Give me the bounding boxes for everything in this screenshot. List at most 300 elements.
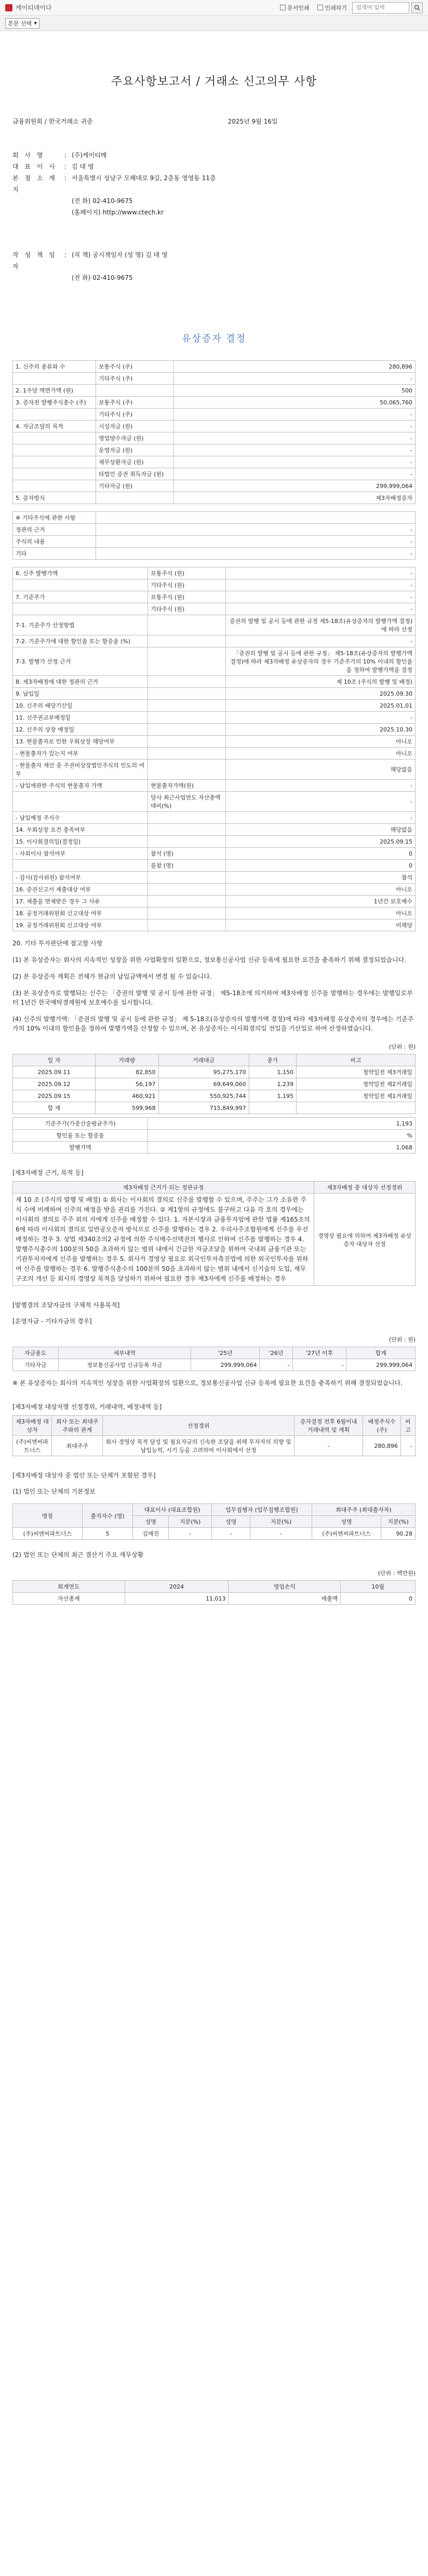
row-label: 6. 신주 발행가액: [13, 567, 148, 579]
history-caption: [발행결의 조달자금의 구체적 사용목적]: [12, 1301, 120, 1309]
table-row: [13, 579, 416, 591]
row-key: [148, 907, 226, 919]
row-key: [96, 492, 174, 504]
table-cell: 회사 경영상 목적 달성 및 필요자금의 신속한 조달을 위해 투자자의 의향 및 납입능력, 시기 등을 고려하여 이사회에서 선정: [103, 1436, 294, 1456]
table-row: [13, 792, 416, 812]
row-value: -: [96, 548, 416, 560]
table-cell: 매출액: [229, 1593, 341, 1605]
note-paragraph: (2) 본 유상증자 계획은 전체가 현금의 납입금액에서 변경 될 수 있습니다.: [12, 973, 212, 980]
table-cell: 1,068: [148, 1142, 416, 1154]
table-cell: 합 계: [13, 1102, 96, 1114]
row-label: 7-1. 기준주가 산정방법: [13, 615, 148, 635]
row-key: 보통주식 (원): [148, 591, 226, 603]
row-key: 기타: [13, 548, 96, 560]
row-value: 0: [226, 848, 416, 860]
row-key: 기타주식 (원): [148, 579, 226, 591]
table-row: [13, 907, 416, 919]
row-key: [148, 919, 226, 931]
table-cell: (주)씨엔씨파트너스: [312, 1528, 381, 1540]
row-label: [13, 373, 96, 385]
table-row: [13, 724, 416, 736]
table-cell: 299,999,064: [346, 1359, 416, 1371]
column-header: 10월: [341, 1581, 416, 1593]
table-cell: [249, 1102, 296, 1114]
table-cell: 299,999,064: [191, 1359, 260, 1371]
row-label: [13, 409, 96, 421]
row-key: 보통주식 (주): [96, 397, 174, 409]
notes: [12, 955, 416, 1033]
ceo-label: 대 표 이 사: [12, 163, 57, 170]
table-cell: 95,275,170: [158, 1066, 249, 1078]
column-header: 자금용도: [13, 1347, 59, 1359]
table-cell: 김예진: [133, 1528, 169, 1540]
row-key: 기타주식 (주): [96, 409, 174, 421]
column-header: 2024: [125, 1581, 229, 1593]
note-paragraph: (3) 본 유상증자로 발행되는 신주는 「증권의 발행 및 공시 등에 관한 규정」 제5-18조에 의거하여 제3자배정 신주를 발행하는 경우에는 발행일로부터 1년간 한국예탁결제원에 보호예수를 실시합니다.: [12, 989, 413, 1006]
row-value: 2025.09.15: [226, 836, 416, 848]
row-value: 증권의 발행 및 공시 등에 관한 규정 제5-18조(유상증자의 발행가액 결정)에 따라 산정: [226, 615, 416, 635]
table-cell: 1,239: [249, 1078, 296, 1090]
row-value: -: [226, 812, 416, 824]
table-row: [13, 373, 416, 385]
table-cell: 69,649,060: [158, 1078, 249, 1090]
row-key: [96, 385, 174, 397]
table-cell: 2025.09.12: [13, 1078, 96, 1090]
print-label: 문서인쇄: [287, 4, 310, 11]
column-header: 비고: [400, 1416, 415, 1436]
row-key: [148, 688, 226, 700]
document-select-bar: [0, 16, 428, 31]
table-cell: -: [294, 1436, 363, 1456]
row-key: [148, 724, 226, 736]
table-cell: 0: [341, 1593, 416, 1605]
table-cell: -: [212, 1528, 250, 1540]
company-value: (주)케이티메: [72, 152, 107, 159]
row-key: [148, 712, 226, 724]
table-row: [13, 712, 416, 724]
row-key: 기타주식 (주): [96, 373, 174, 385]
basis-text: 제 10 조 (주식의 발행 및 배정) ① 회사는 이사회의 결의로 신주를 발행할 수 있으며, 주주는 그가 소유한 주식 수에 비례하여 신주의 배정을 받을 권리를 가진다. ② 제1항의 규정에도 불구하고 다음 각 호의 경우에는 이사회의 결의로 주주 외의 자에게 신주를 배정할 수 있다. 1. 자본시장과 금융투자업에 관한 법률 제165조의6에 따라 이사회의 결의로 일반공모증자 방식으로 신주를 발행하는 경우 2. 우리사주조합원에게 신주를 우선배정하는 경우 3. 상법 제340조의2 규정에 의한 주식매수선택권의 행사로 인하여 신주를 발행하는 경우 4. 발행주식총수의 100분의 50을 초과하지 않는 범위 내에서 긴급한 자금조달을 위하여 국내외 금융기관 또는 기관투자자에게 신주를 발행하는 경우 5. 회사가 경영상 필요로 외국인투자촉진법에 의한 외국인투자를 위하여 신주를 발행하는 경우 6. 발행주식총수의 100분의 50을 초과하지 않는 범위 내에서 신기술의 도입, 재무구조의 개선 등 회사의 경영상 목적을 달성하기 위하여 필요한 경우 제3자에게 신주를 배정하는 경우: [13, 1194, 314, 1286]
row-key: [148, 812, 226, 824]
fin-table: [12, 1580, 416, 1605]
row-value: -: [174, 468, 416, 480]
column-header: 비고: [296, 1054, 415, 1066]
table-row: [13, 1118, 416, 1130]
row-label: 12. 신주의 상장 예정일: [13, 724, 148, 736]
row-value: 1년간 보호예수: [226, 896, 416, 907]
row-value: 299,999,064: [174, 480, 416, 492]
column-subheader: 성명: [312, 1516, 381, 1528]
table-row: [13, 361, 416, 373]
table-row: [13, 812, 416, 824]
addressee-line: [12, 117, 416, 126]
writer-info: 작 성 책 임 자 : (직 책) 공시책임자 (성 명) 김 대 영 (전 화) 02-410-9675: [12, 249, 416, 283]
row-value: 제3자배정증자: [174, 492, 416, 504]
table-row: [13, 385, 416, 397]
row-label: - 감사(감사위원) 참석여부: [13, 872, 148, 884]
row-label: - 현물출자가 있는지 여부: [13, 748, 148, 760]
row-value: -: [174, 456, 416, 468]
table-row: [13, 1436, 416, 1456]
column-header: 회사 또는 최대주주와의 관계: [52, 1416, 103, 1436]
table-row: [13, 1078, 416, 1090]
save-label: 인쇄하기: [325, 4, 347, 11]
table-row: [13, 524, 416, 536]
row-label: 9. 납입일: [13, 688, 148, 700]
top-actions: [277, 2, 423, 13]
row-value: 280,896: [174, 361, 416, 373]
row-key: 보통주식 (원): [148, 567, 226, 579]
save-icon: [317, 5, 323, 10]
row-value: 2025.09.30: [226, 688, 416, 700]
table-row: [13, 760, 416, 780]
document-select[interactable]: [5, 18, 39, 29]
page-title: 주요사항보고서 / 거래소 신고의무 사항: [111, 75, 317, 88]
table-row: [13, 736, 416, 748]
row-value: -: [96, 536, 416, 548]
holder-caption: [제3자배정 대상자 중 법인 또는 단체가 포함된 경우]: [12, 1472, 156, 1479]
table-row: [13, 536, 416, 548]
column-header: 제3자배정 대상자: [13, 1416, 52, 1436]
table-cell: -: [260, 1359, 292, 1371]
column-subheader: 성명: [133, 1516, 169, 1528]
table-row: [13, 397, 416, 409]
save-button[interactable]: [314, 3, 350, 13]
table-row: [13, 1090, 416, 1102]
row-label: 13. 현물출자로 인한 우회상장 해당여부: [13, 736, 148, 748]
row-label: 17. 제출을 면제받은 경우 그 사유: [13, 896, 148, 907]
table-row: [13, 603, 416, 615]
print-icon: [280, 5, 286, 10]
table-cell: 1,195: [249, 1090, 296, 1102]
row-value: 해당없음: [226, 824, 416, 836]
table-row: [13, 836, 416, 848]
row-label: 3. 증자전 발행주식총수 (주): [13, 397, 96, 409]
row-label: - 사외이사 참석여부: [13, 848, 148, 860]
table-row: [13, 860, 416, 872]
column-header: 거래대금: [158, 1054, 249, 1066]
column-subheader: 성명: [212, 1516, 250, 1528]
table-row: [13, 409, 416, 421]
other-stock-table: [12, 511, 416, 560]
column-header: 대표이사 (대표조합원): [133, 1504, 212, 1516]
search-input[interactable]: [352, 2, 409, 13]
table-row: [13, 548, 416, 560]
holder-sub: (1) 법인 또는 단체의 기본정보: [12, 1488, 96, 1495]
row-value: 참석: [226, 872, 416, 884]
row-label: 7-2. 기준주가에 대한 할인율 또는 할증율 (%): [13, 635, 148, 647]
row-label: [13, 432, 96, 444]
row-label: 10. 신주의 배당기산일: [13, 700, 148, 712]
column-subheader: 지분(%): [250, 1516, 312, 1528]
price-extra-table: [12, 1117, 416, 1154]
table-cell: 기타자금: [13, 1359, 59, 1371]
row-value: [96, 512, 416, 524]
table-row: [13, 1359, 416, 1371]
row-label: [13, 792, 148, 812]
column-subheader: 지분(%): [169, 1516, 212, 1528]
tel2: (전 화) 02-410-9675: [72, 274, 133, 281]
column-header: '25년: [191, 1347, 260, 1359]
table-row: [13, 1142, 416, 1154]
fin-sub: (2) 법인 또는 단체의 최근 결산기 주요 재무상황: [12, 1551, 144, 1558]
table-row: [13, 748, 416, 760]
row-value: 아니오: [226, 736, 416, 748]
row-label: 7-3. 발행가 산정 근거: [13, 647, 148, 676]
basis-table: [12, 1181, 416, 1286]
row-value: -: [226, 591, 416, 603]
table-cell: 1,150: [249, 1066, 296, 1078]
target-caption: [제3자배정 대상자별 선정경위, 거래내역, 배정내역 등]: [12, 1403, 162, 1411]
table-row: [13, 567, 416, 579]
history-unit: (단위 : 원): [389, 1336, 416, 1343]
company-label: 회 사 명: [12, 152, 45, 159]
row-value: 제 10조 (주식의 발행 및 배정): [226, 676, 416, 688]
column-header: 합계: [346, 1347, 416, 1359]
table-row: [13, 700, 416, 712]
addressee: 금융위원회 / 한국거래소 귀중: [12, 118, 93, 125]
table-cell: 자산총계: [13, 1593, 125, 1605]
row-key: [148, 647, 226, 676]
row-label: [13, 444, 96, 456]
history-table: [12, 1347, 416, 1371]
column-header: 최대주주 (최대출자자): [312, 1504, 415, 1516]
address-label: 본 점 소 재 지: [12, 174, 57, 193]
row-value: -: [96, 524, 416, 536]
row-key: [148, 896, 226, 907]
row-label: 4. 자금조달의 목적: [13, 421, 96, 432]
writer-value: (직 책) 공시책임자 (성 명) 김 대 영: [72, 251, 168, 259]
price-unit: (단위 : 원): [389, 1043, 416, 1050]
row-key: 기타자금 (원): [96, 480, 174, 492]
row-key: 정관의 근거: [13, 524, 96, 536]
table-row: [13, 647, 416, 676]
table-row: [13, 919, 416, 931]
table-cell: 715,849,997: [158, 1102, 249, 1114]
search-icon: [414, 5, 420, 11]
note-20: 20. 기타 투자판단에 참고할 사항: [12, 940, 103, 947]
row-value: -: [226, 603, 416, 615]
address-value: 서울특별시 성남구 모해대로 9길, 2층동 영영동 11층: [72, 174, 216, 182]
column-header: 회계연도: [13, 1581, 125, 1593]
column-header: 일 자: [13, 1054, 96, 1066]
report-date: 2025년 9월 16일: [228, 118, 278, 125]
row-label: [13, 480, 96, 492]
dart-logo-icon: [5, 4, 12, 11]
table-row: [13, 512, 416, 524]
row-value: 50,065,760: [174, 397, 416, 409]
row-value: 아니오: [226, 907, 416, 919]
row-key: [148, 872, 226, 884]
table-row: [13, 456, 416, 468]
table-row: [13, 688, 416, 700]
document-select-value: 본문 선택: [8, 20, 32, 27]
ceo-value: 김 대 영: [72, 163, 94, 170]
history-sub: [운영자금 - 기타자금의 경우]: [12, 1318, 92, 1325]
row-key: 기타주식 (원): [148, 603, 226, 615]
row-label: 8. 제3자배정에 대한 정관의 근거: [13, 676, 148, 688]
column-header: 거래량: [96, 1054, 158, 1066]
row-key: [148, 760, 226, 780]
table-row: [13, 824, 416, 836]
search-button[interactable]: [411, 2, 423, 13]
row-value: -: [226, 579, 416, 591]
table-row: [13, 1102, 416, 1114]
table-cell: 청약일전 제3거래일: [296, 1066, 415, 1078]
row-value: 0: [226, 860, 416, 872]
row-label: [13, 468, 96, 480]
row-key: ※ 기타주식에 관한 사항: [13, 512, 96, 524]
note-paragraph: (4) 신주의 발행가액: 「증권의 발행 및 공시 등에 관한 규정」 제 5-18조(유상증자의 발행가액 결정)에 따라 제3자배정 유상증자의 경우에는 기준주가의 10% 이내의 할인율을 정하여 발행가액을 산정할 수 있으며, 본 유상증자는 이사회결의일 전일을 기산일로 하여 산정하였습니다.: [12, 1015, 414, 1032]
row-value: 2025.01.01: [226, 700, 416, 712]
table-row: [13, 848, 416, 860]
row-value: -: [174, 373, 416, 385]
main-table: [12, 360, 416, 504]
row-value: -: [226, 635, 416, 647]
row-label: - 납입에관한 주식의 현물출자 가액: [13, 780, 148, 792]
table-cell: 기준주가(가중산술평균주가): [13, 1118, 148, 1130]
row-label: 5. 증자방식: [13, 492, 96, 504]
table-cell: 90.28: [381, 1528, 416, 1540]
row-value: -: [226, 780, 416, 792]
print-button[interactable]: [277, 3, 313, 13]
row-label: 2. 1주당 액면가액 (원): [13, 385, 96, 397]
basis-caption: [제3자배정 근거, 목적 등]: [12, 1169, 84, 1176]
table-cell: 할인율 또는 할증율: [13, 1130, 148, 1142]
target-table: [12, 1415, 416, 1456]
price-table: [12, 1054, 416, 1114]
row-label: 1. 신주의 종류와 수: [13, 361, 96, 373]
table-row: [13, 432, 416, 444]
row-value: 아니오: [226, 748, 416, 760]
top-navigation-bar: [0, 0, 428, 16]
row-label: [13, 579, 148, 591]
row-label: 19. 공정거래위원회 신고대상 여부: [13, 919, 148, 931]
basis-right: 경영상 필요에 의하여 제3자배정 유상증자 대상자 선정: [314, 1194, 416, 1286]
row-key: 타법인 증권 취득자금 (원): [96, 468, 174, 480]
row-key: [148, 615, 226, 635]
row-value: 해당없음: [226, 760, 416, 780]
table-cell: (주)씨엔씨파트너스: [13, 1528, 83, 1540]
row-key: [148, 676, 226, 688]
row-label: 16. 증권신고서 제출대상 여부: [13, 884, 148, 896]
row-value: -: [226, 712, 416, 724]
note-paragraph: (1) 본 유상증자는 회사의 지속적인 성장을 위한 사업확장의 일환으로, 정보통신공사업 신규 등록에 필요한 요건을 충족하기 위해 결정되었습니다.: [12, 956, 406, 964]
row-label: [13, 603, 148, 615]
table-cell: 599,968: [96, 1102, 158, 1114]
row-value: -: [174, 432, 416, 444]
table-cell: 2025.09.15: [13, 1090, 96, 1102]
column-header: '26년: [260, 1347, 292, 1359]
section-title: 유상증자 결정: [181, 333, 247, 344]
column-header: 세부내역: [58, 1347, 191, 1359]
row-value: 미해당: [226, 919, 416, 931]
table-cell: 82,850: [96, 1066, 158, 1078]
column-header: 업무집행자 (업무집행조합원): [212, 1504, 312, 1516]
column-header: 제3자배정 근거가 되는 정관규정: [13, 1182, 314, 1194]
fin-unit: (단위 : 백만원): [378, 1570, 416, 1577]
issue-table: [12, 567, 416, 931]
table-row: [13, 884, 416, 896]
row-key: [148, 635, 226, 647]
table-row: [13, 591, 416, 603]
table-cell: 460,921: [96, 1090, 158, 1102]
row-key: 참석 (명): [148, 848, 226, 860]
table-row: [13, 896, 416, 907]
row-key: 운영자금 (원): [96, 444, 174, 456]
table-cell: -: [169, 1528, 212, 1540]
column-header: 출자자수 (명): [82, 1504, 132, 1528]
column-header: 배정주식수(주): [363, 1416, 401, 1436]
row-value: -: [174, 409, 416, 421]
column-header: 종가: [249, 1054, 296, 1066]
chevron-down-icon: ▾: [34, 20, 37, 26]
holder-table: [12, 1503, 416, 1540]
table-row: [13, 1066, 416, 1078]
row-value: 500: [174, 385, 416, 397]
column-header: 선정경위: [103, 1416, 294, 1436]
table-cell: %: [148, 1130, 416, 1142]
table-cell: 280,896: [363, 1436, 401, 1456]
row-value: 아니오: [226, 884, 416, 896]
row-key: 현물출자가액(원): [148, 780, 226, 792]
column-header: 증자결정 전후 6월이내 거래내역 및 계획: [294, 1416, 363, 1436]
row-key: [148, 748, 226, 760]
company-info: 회 사 명 : (주)케이티메 대 표 이 사 : 김 대 영 본 점 소 재 지 : 서울특별시 성남구 모해대로 9길, 2층동 영영동 11층 (전 화) 02-410-9675 (홈페이지) http://www.ctech.kr: [12, 150, 416, 218]
table-cell: -: [292, 1359, 346, 1371]
table-row: [13, 780, 416, 792]
table-cell: 발행가액: [13, 1142, 148, 1154]
table-row: [13, 635, 416, 647]
tel1: (전 화) 02-410-9675: [72, 197, 133, 205]
row-label: 11. 신주권교부예정일: [13, 712, 148, 724]
table-cell: 최대주주: [52, 1436, 103, 1456]
table-cell: -: [250, 1528, 312, 1540]
row-label: - 납입예정 주식수: [13, 812, 148, 824]
table-row: [13, 1528, 416, 1540]
table-cell: 550,925,744: [158, 1090, 249, 1102]
writer-label: 작 성 책 임 자: [12, 251, 57, 270]
table-cell: 정보통신공사업 신규등록 자금: [58, 1359, 191, 1371]
row-key: [148, 736, 226, 748]
row-value: -: [174, 444, 416, 456]
table-cell: -: [400, 1436, 415, 1456]
row-key: 시설자금 (원): [96, 421, 174, 432]
row-label: - 현물출자 재산 중 주권비상장법인주식의 인도의 여부: [13, 760, 148, 780]
table-row: [13, 676, 416, 688]
table-cell: 11,013: [125, 1593, 229, 1605]
row-value: -: [174, 421, 416, 432]
table-cell: 2025.09.11: [13, 1066, 96, 1078]
table-row: [13, 872, 416, 884]
table-cell: 56,197: [96, 1078, 158, 1090]
row-key: [148, 836, 226, 848]
row-label: [13, 456, 96, 468]
table-cell: 1,193: [148, 1118, 416, 1130]
row-key: [148, 884, 226, 896]
table-cell: (주)씨엔씨파트너스: [13, 1436, 52, 1456]
table-row: [13, 1130, 416, 1142]
table-cell: 청약일전 제2거래일: [296, 1078, 415, 1090]
history-note: ※ 본 유상증자는 회사의 지속적인 성장을 위한 사업확장의 일환으로, 정보통신공사업 신규 등록에 필요한 요건을 충족하기 위해 결정되었습니다.: [12, 1379, 403, 1387]
row-key: [148, 700, 226, 712]
homepage[interactable]: (홈페이지) http://www.ctech.kr: [72, 209, 164, 216]
row-key: 당사 최근사업연도 자산총액 대비(%): [148, 792, 226, 812]
row-key: 영업양수자금 (원): [96, 432, 174, 444]
table-row: [13, 468, 416, 480]
table-cell: 청약일전 제1거래일: [296, 1090, 415, 1102]
table-cell: 5: [82, 1528, 132, 1540]
